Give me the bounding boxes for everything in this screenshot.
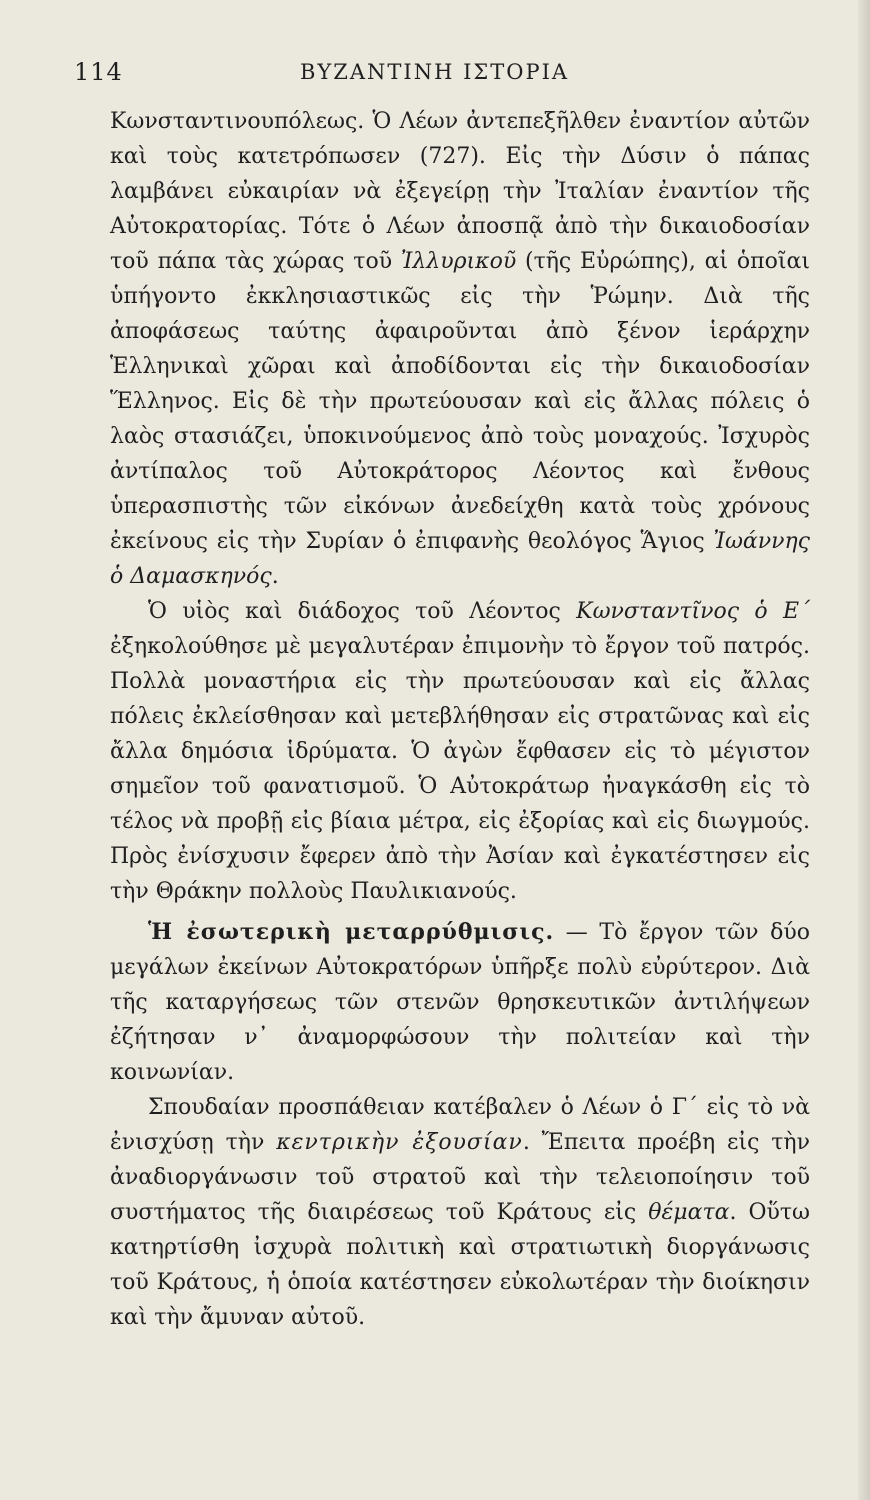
- page-number: 114: [74, 58, 123, 86]
- paragraph-4-italic-2: θέματα: [648, 1200, 730, 1225]
- paragraph-1-part-2: (τῆς Εὐρώπης), αἱ ὁποῖαι ὑπήγοντο ἐκκλησιαστικῶς εἰς τὴν Ῥώμην. Διὰ τῆς ἀποφάσεως ταύτης ἀφαιροῦνται ἀπὸ ξένον ἱεράρχην Ἑλληνικαὶ χῶραι καὶ ἀποδίδονται εἰς τὴν δικαιοδοσίαν Ἕλληνος. Εἰς δὲ τὴν πρωτεύουσαν καὶ εἰς ἄλλας πόλεις ὁ λαὸς στασιάζει, ὑποκινούμενος ἀπὸ τοὺς μοναχούς. Ἰσχυρὸς ἀντίπαλος τοῦ Αὐτοκράτορος Λέοντος καὶ ἔνθους ὑπερασπιστὴς τῶν εἰκόνων ἀνεδείχθη κατὰ τοὺς χρόνους ἐκείνους εἰς τὴν Συρίαν ὁ ἐπιφανὴς θεολόγος Ἅγιος: [110, 249, 810, 554]
- paragraph-4-part-3: . Οὕτω κατηρτίσθη ἰσχυρὰ πολιτικὴ καὶ στρατιωτικὴ διοργάνωσις τοῦ Κράτους, ἡ ὁποία κατέστησεν εὐκολωτέραν τὴν διοίκησιν καὶ τὴν ἄμυναν αὐτοῦ.: [110, 1200, 810, 1330]
- paragraph-4-part-1: Σπουδαίαν προσπάθειαν κατέβαλεν ὁ Λέων ὁ Γ΄ εἰς τὸ νὰ ἐνισχύσῃ τὴν: [110, 1095, 810, 1155]
- paragraph-3: [110, 915, 810, 1090]
- paragraph-1-part-1: Κωνσταντινουπόλεως. Ὁ Λέων ἀντεπεξῆλθεν ἐναντίον αὐτῶν καὶ τοὺς κατετρόπωσεν (727). Εἰς τὴν Δύσιν ὁ πάπας λαμβάνει εὐκαιρίαν νὰ ἐξεγείρῃ τὴν Ἰταλίαν ἐναντίον τῆς Αὐτοκρατορίας. Τότε ὁ Λέων ἀποσπᾷ ἀπὸ τὴν δικαιοδοσίαν τοῦ πάπα τὰς χώρας τοῦ: [110, 109, 810, 274]
- paragraph-1-italic-1: Ἰλλυρικοῦ: [400, 249, 517, 274]
- paragraph-2-italic-1: Κωνσταντῖνος ὁ Ε΄: [576, 599, 810, 624]
- paragraph-2-part-1: Ὁ υἱὸς καὶ διάδοχος τοῦ Λέοντος: [148, 599, 577, 624]
- paragraph-1-italic-2: Ἰωάννης ὁ Δαμασκηνός: [110, 529, 810, 589]
- paragraph-3-part-1: — Τὸ ἔργον τῶν δύο μεγάλων ἐκείνων Αὐτοκρατόρων ὑπῆρξε πολὺ εὐρύτερον. Διὰ τῆς καταργήσεως τῶν στενῶν θρησκευτικῶν ἀντιλήψεων ἐζήτησαν ν᾿ ἀναμορφώσουν τὴν πολιτείαν καὶ τὴν κοινωνίαν.: [110, 920, 810, 1085]
- paragraph-4-part-2: . Ἔπειτα προέβη εἰς τὴν ἀναδιοργάνωσιν τοῦ στρατοῦ καὶ τὴν τελειοποίησιν τοῦ συστήματος τῆς διαιρέσεως τοῦ Κράτους εἰς: [110, 1130, 810, 1225]
- paragraph-2-part-2: ἐξηκολούθησε μὲ μεγαλυτέραν ἐπιμονὴν τὸ ἔργον τοῦ πατρός. Πολλὰ μοναστήρια εἰς τὴν πρωτεύουσαν καὶ εἰς ἄλλας πόλεις ἐκλείσθησαν καὶ μετεβλήθησαν εἰς στρατῶνας καὶ εἰς ἄλλα δημόσια ἱδρύματα. Ὁ ἀγὼν ἔφθασεν εἰς τὸ μέγιστον σημεῖον τοῦ φανατισμοῦ. Ὁ Αὐτοκράτωρ ἠναγκάσθη εἰς τὸ τέλος νὰ προβῇ εἰς βίαια μέτρα, εἰς ἐξορίας καὶ εἰς διωγμούς. Πρὸς ἐνίσχυσιν ἔφερεν ἀπὸ τὴν Ἀσίαν καὶ ἐγκατέστησεν εἰς τὴν Θράκην πολλοὺς Παυλικιανούς.: [110, 634, 810, 904]
- paragraph-1: [110, 104, 810, 594]
- paragraph-1-part-3: .: [271, 564, 279, 589]
- body-text: [110, 104, 810, 1335]
- paragraph-4: [110, 1090, 810, 1335]
- paragraph-2: [110, 594, 810, 909]
- section-heading: Ἡ ἐσωτερικὴ μεταρρύθμισις.: [148, 919, 555, 945]
- paragraph-4-italic-1: κεντρικὴν ἐξουσίαν: [276, 1130, 523, 1155]
- page-header: [74, 58, 810, 98]
- running-head: ΒΥΖΑΝΤΙΝΗ ΙΣΤΟΡΙΑ: [300, 60, 570, 84]
- page-edge: [858, 0, 870, 1500]
